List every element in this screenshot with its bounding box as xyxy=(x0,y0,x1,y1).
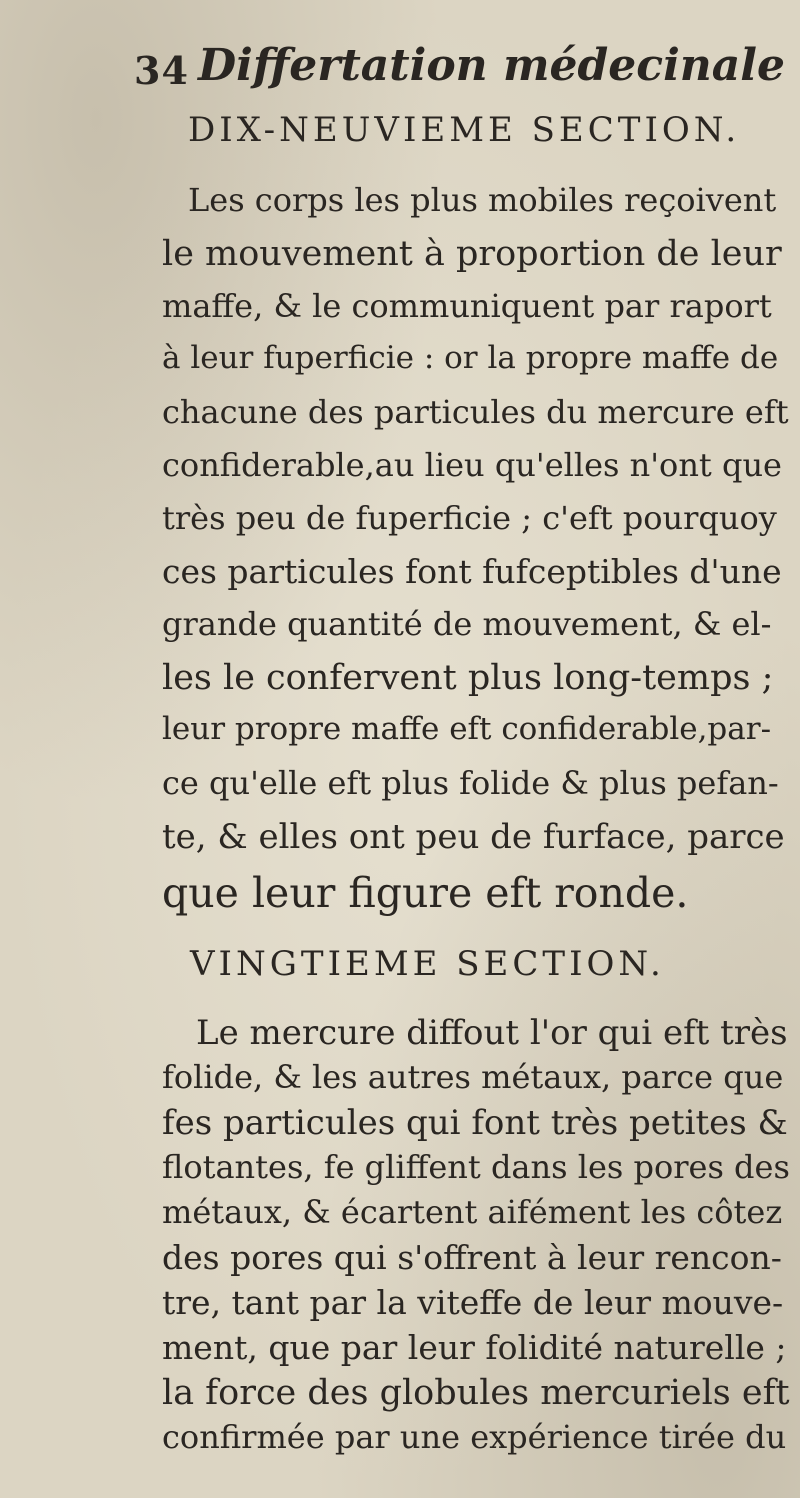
text-line: te, & elles ont peu de furface, parce xyxy=(162,817,785,857)
text-line: fes particules qui font très petites & xyxy=(162,1103,788,1143)
text-line: leur propre maffe eft confiderable,par- xyxy=(162,711,772,747)
text-line: confirmée par une expérience tirée du xyxy=(162,1418,787,1456)
text-line: confiderable,au lieu qu'elles n'ont que xyxy=(162,446,782,484)
text-line: que leur figure eft ronde. xyxy=(162,869,689,917)
text-line: à leur fuperficie : or la propre maffe de xyxy=(162,340,779,376)
page-number: 34 xyxy=(134,48,189,93)
text-line: métaux, & écartent aifément les côtez xyxy=(162,1193,783,1231)
text-line: les le confervent plus long-temps ; xyxy=(162,658,774,698)
text-line: ce qu'elle eft plus folide & plus pefan- xyxy=(162,764,779,802)
text-line: maffe, & le communiquent par raport xyxy=(162,287,772,325)
text-line: des pores qui s'offrent à leur rencon- xyxy=(162,1238,782,1277)
section-heading-20: VINGTIEME SECTION. xyxy=(190,944,665,984)
text-line: Le mercure diffout l'or qui eft très xyxy=(196,1013,788,1053)
text-line: Les corps les plus mobiles reçoivent xyxy=(188,181,777,219)
text-line: flotantes, fe gliffent dans les pores des xyxy=(162,1148,790,1186)
text-line: tre, tant par la viteffe de leur mouve- xyxy=(162,1283,784,1322)
text-line: ment, que par leur folidité naturelle ; xyxy=(162,1328,787,1367)
text-line: la force des globules mercuriels eft xyxy=(162,1373,790,1413)
text-line: grande quantité de mouvement, & el- xyxy=(162,605,772,643)
text-line: le mouvement à proportion de leur xyxy=(162,234,782,274)
text-line: chacune des particules du mercure eft xyxy=(162,393,789,431)
running-title: Differtation médecinale xyxy=(198,40,785,91)
text-line: très peu de fuperficie ; c'eft pourquoy xyxy=(162,499,777,537)
text-line: folide, & les autres métaux, parce que xyxy=(162,1058,784,1096)
page-header xyxy=(134,40,785,100)
section-heading-19: DIX-NEUVIEME SECTION. xyxy=(188,110,741,150)
text-line: ces particules font fufceptibles d'une xyxy=(162,552,782,591)
